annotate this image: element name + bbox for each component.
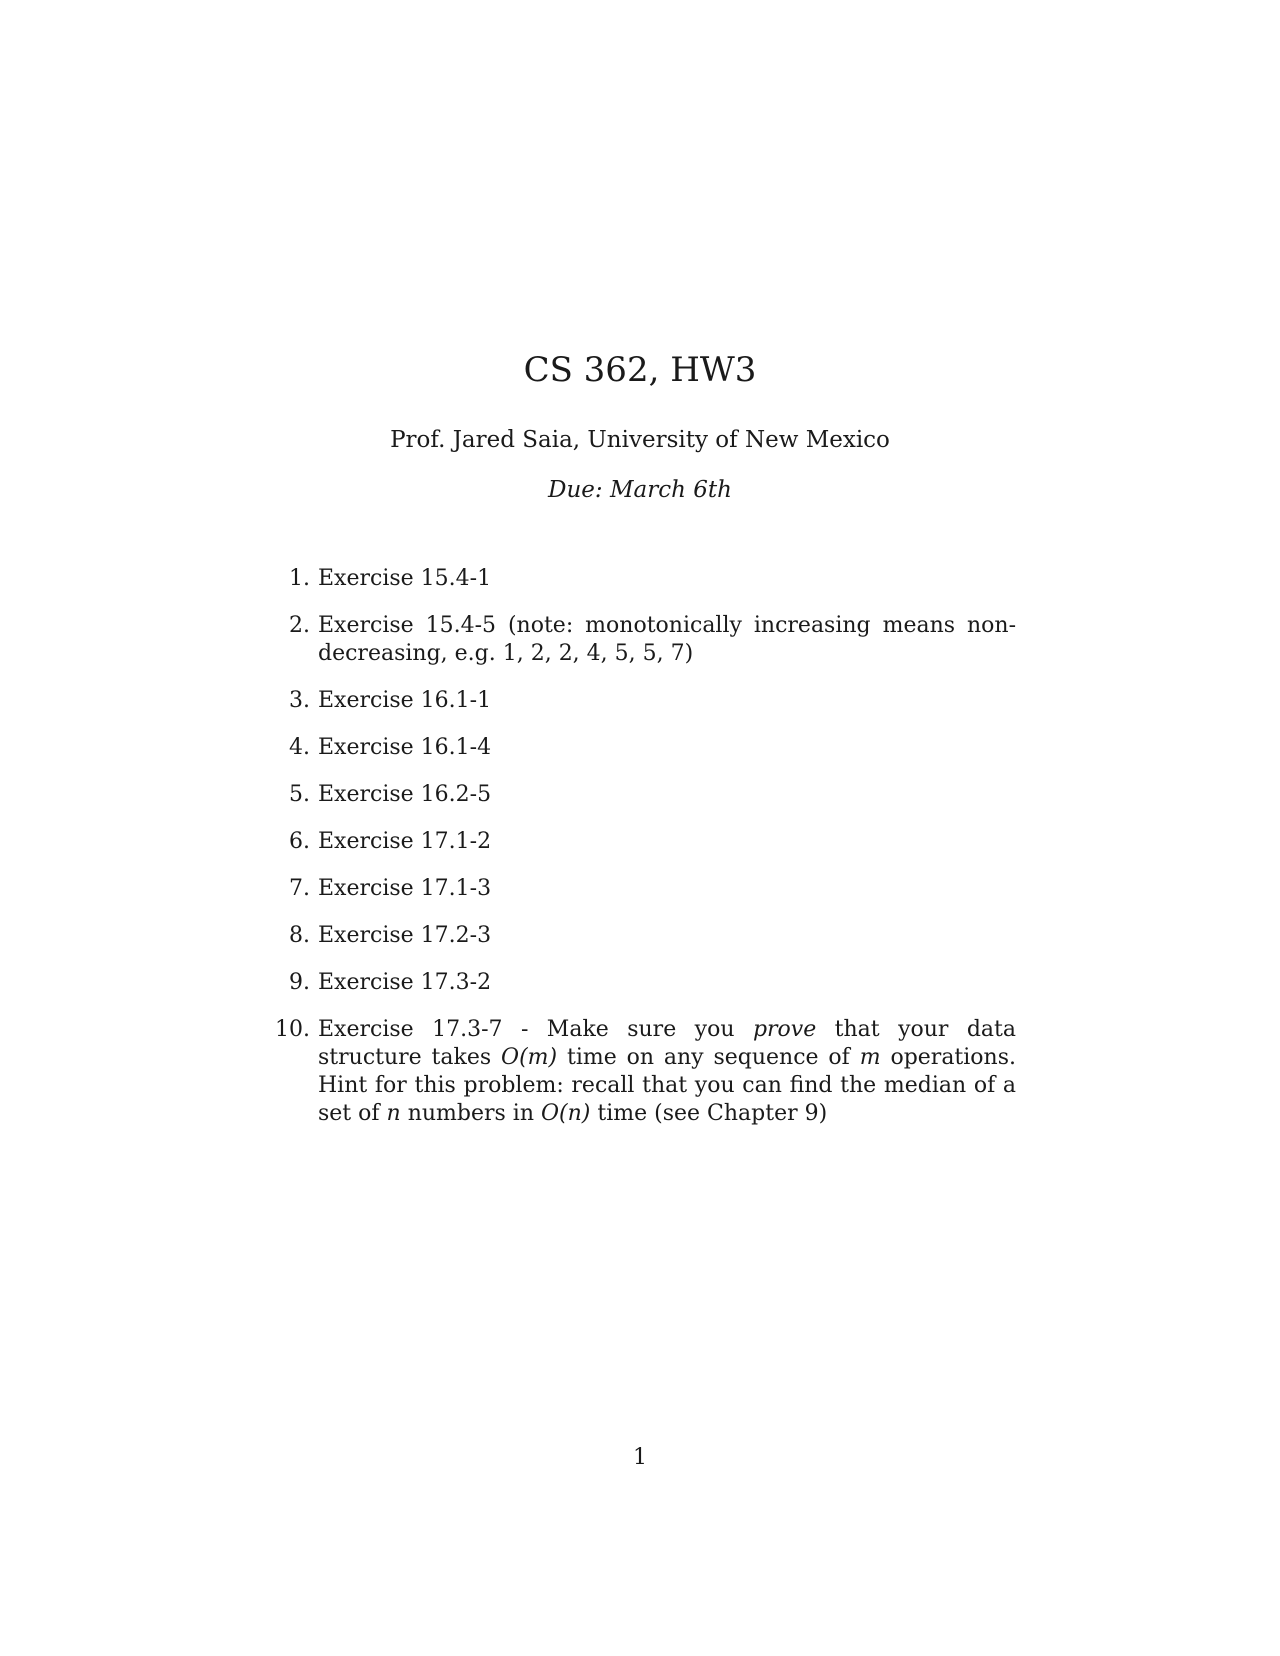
problem-text: Exercise 15.4-1 [318, 566, 492, 591]
problem-number: 8. [289, 923, 310, 948]
emphasized-word: prove [752, 1017, 817, 1042]
problem-text-segment: time on any sequence of [566, 1045, 850, 1070]
problem-item-8 [289, 922, 1016, 950]
problem-number: 3. [289, 688, 310, 713]
problem-item-1 [289, 565, 1016, 593]
problem-text-segment: Exercise 17.3-7 - Make sure you [318, 1017, 735, 1042]
problem-number: 1. [289, 566, 310, 591]
problem-text-segment: operations. Hint for this problem: recall that you can find the median of a set of [318, 1045, 1017, 1126]
problem-item-10 [275, 1016, 1017, 1128]
math-variable: n [386, 1101, 401, 1126]
problem-text: Exercise 15.4-5 (note: monotonically increasing means non-decreasing, e.g. 1, 2, 2, 4, 5, 5, 7) [318, 613, 1016, 666]
problem-text: Exercise 16.2-5 [318, 782, 492, 807]
document-title: CS 362, HW3 [523, 350, 757, 390]
problem-item-5 [289, 781, 1016, 809]
problem-number: 7. [289, 876, 310, 901]
document-author: Prof. Jared Saia, University of New Mexico [390, 427, 890, 453]
math-variable: m [859, 1045, 881, 1070]
problem-text: Exercise 16.1-4 [318, 735, 492, 760]
problem-number: 5. [289, 782, 310, 807]
problem-number: 4. [289, 735, 310, 760]
problem-text: Exercise 16.1-1 [318, 688, 492, 713]
problem-item-4 [289, 734, 1016, 762]
problem-text-segment: that your data structure takes [318, 1017, 1017, 1070]
page-number: 1 [633, 1445, 647, 1470]
problem-number: 10. [275, 1017, 310, 1042]
problem-number: 9. [289, 970, 310, 995]
document-due-date: Due: March 6th [548, 477, 732, 503]
problem-list [275, 565, 1017, 1147]
problem-number: 6. [289, 829, 310, 854]
problem-item-9 [289, 969, 1016, 997]
problem-number: 2. [289, 613, 310, 638]
problem-text-segment: time (see Chapter 9) [597, 1101, 828, 1126]
problem-text [318, 1016, 1016, 1128]
problem-item-2 [289, 612, 1016, 668]
problem-text: Exercise 17.2-3 [318, 923, 492, 948]
problem-text: Exercise 17.1-3 [318, 876, 492, 901]
problem-item-6 [289, 828, 1016, 856]
problem-item-3 [289, 687, 1016, 715]
problem-text-segment: numbers in [407, 1101, 535, 1126]
math-expression: O(n) [541, 1101, 591, 1126]
problem-item-7 [289, 875, 1016, 903]
math-expression: O(m) [501, 1045, 558, 1070]
problem-text: Exercise 17.1-2 [318, 829, 492, 854]
problem-text: Exercise 17.3-2 [318, 970, 492, 995]
